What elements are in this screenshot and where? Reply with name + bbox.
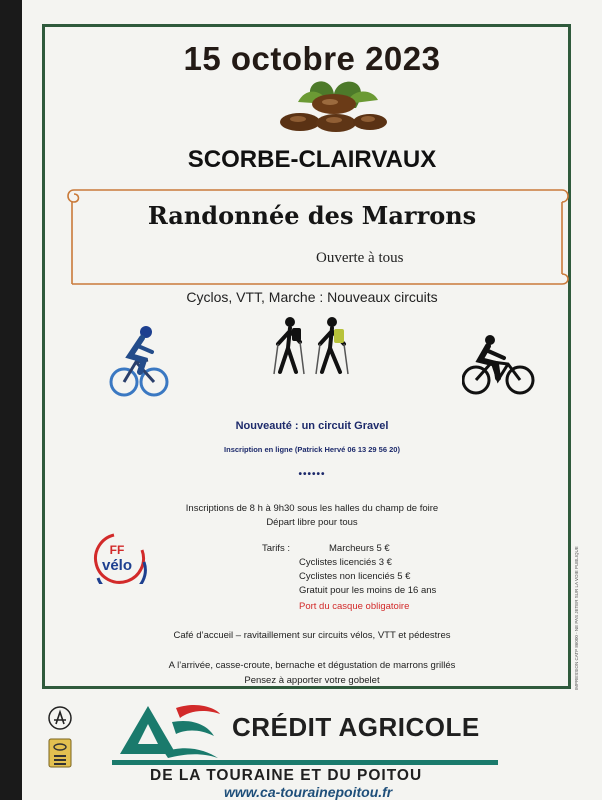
tariff-unlicensed-cyclists: Cyclistes non licenciés 5 € <box>299 571 411 582</box>
credit-agricole-logo <box>114 700 226 762</box>
helmet-mandatory: Port du casque obligatoire <box>299 601 410 612</box>
printer-side-note-text: IMPRESSION CATP 86000 - NE PAS JETER SUR LA VOIE PUBLIQUE <box>574 546 579 690</box>
credit-agricole-bar <box>112 760 498 765</box>
credit-agricole-name: CRÉDIT AGRICOLE <box>232 712 480 742</box>
tariff-walkers: Marcheurs 5 € <box>329 543 390 554</box>
tri-sorting-icon <box>48 706 72 730</box>
tariff-free-under-16: Gratuit pour les moins de 16 ans <box>299 585 437 596</box>
ffvelo-velo-text: vélo <box>101 557 133 574</box>
ffvelo-logo <box>86 532 148 584</box>
ffvelo-ff-text: FF <box>109 543 125 557</box>
mountain-biker-icon <box>462 334 536 396</box>
activities-text: Cyclos, VTT, Marche : Nouveaux circuits <box>186 289 438 305</box>
tariff-licensed-cyclists: Cyclistes licenciés 3 € <box>299 557 392 568</box>
arrival-info: A l’arrivée, casse-croute, bernache et dégustation de marrons grillés <box>168 660 456 671</box>
free-start: Départ libre pour tous <box>266 517 358 528</box>
online-registration-text: Inscription en ligne (Patrick Hervé 06 13 29 56 20) <box>224 445 400 454</box>
road-cyclist-icon <box>108 322 170 402</box>
event-title: Randonnée des Marrons <box>147 201 477 230</box>
chestnut-icon <box>276 70 388 134</box>
bring-cup: Pensez à apporter votre gobelet <box>244 675 380 686</box>
tariffs-label: Tarifs : <box>262 543 290 554</box>
title-scroll-banner <box>62 180 572 290</box>
credit-agricole-url[interactable]: www.ca-tourainepoitou.fr <box>224 784 393 800</box>
new-circuit-text: Nouveauté : un circuit Gravel <box>235 420 389 432</box>
event-date: 15 octobre 2023 <box>183 40 441 77</box>
credit-agricole-region: DE LA TOURAINE ET DU POITOU <box>150 767 423 784</box>
hikers-icon <box>272 316 356 378</box>
open-to-all: Ouverte à tous <box>316 250 404 266</box>
registration-hours: Inscriptions de 8 h à 9h30 sous les halles du champ de foire <box>185 503 439 514</box>
welcome-coffee: Café d’accueil – ravitaillement sur circuits vélos, VTT et pédestres <box>173 630 451 641</box>
printer-side-note <box>572 540 586 690</box>
town-name: SCORBE-CLAIRVAUX <box>187 146 437 173</box>
recycle-icon <box>48 738 72 768</box>
separator-dots: •••••• <box>298 469 326 480</box>
